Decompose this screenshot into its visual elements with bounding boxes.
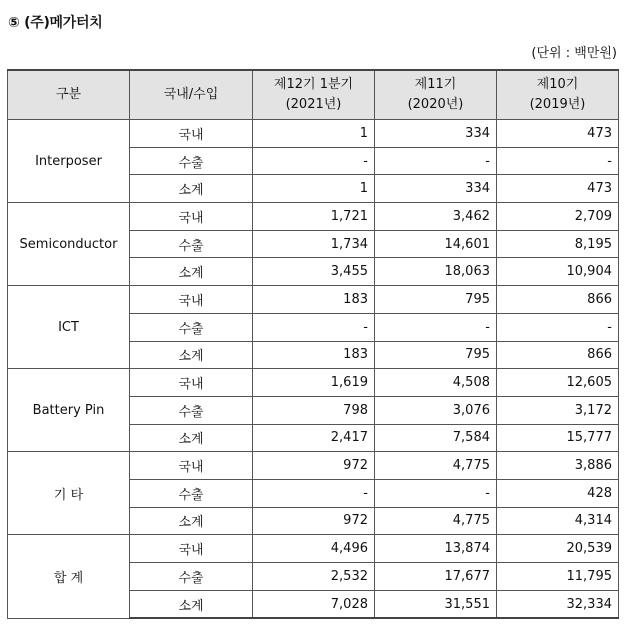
value-cell: 473 bbox=[497, 175, 619, 203]
value-cell: 4,775 bbox=[375, 507, 497, 535]
value-cell: 32,334 bbox=[497, 590, 619, 618]
segment-name: 합 계 bbox=[8, 535, 130, 619]
value-cell: 10,904 bbox=[497, 258, 619, 286]
header-period-2-year: (2020년) bbox=[407, 97, 464, 112]
segment-name: 기 타 bbox=[8, 452, 130, 535]
value-cell: 3,172 bbox=[497, 396, 619, 424]
value-cell: 183 bbox=[253, 341, 375, 369]
value-cell: 31,551 bbox=[375, 590, 497, 618]
value-cell: 11,795 bbox=[497, 563, 619, 591]
value-cell: 7,584 bbox=[375, 424, 497, 452]
header-period-3 bbox=[497, 70, 619, 120]
header-type: 국내/수입 bbox=[130, 70, 253, 120]
segment-name: ICT bbox=[8, 286, 130, 369]
row-type: 국내 bbox=[130, 120, 253, 148]
value-cell: 798 bbox=[253, 396, 375, 424]
value-cell: - bbox=[253, 479, 375, 507]
table-row bbox=[8, 369, 619, 397]
header-period-2 bbox=[375, 70, 497, 120]
header-period-2-name: 제11기 bbox=[414, 77, 457, 92]
value-cell: 2,709 bbox=[497, 203, 619, 231]
row-type: 국내 bbox=[130, 452, 253, 480]
row-type: 소계 bbox=[130, 258, 253, 286]
row-type: 소계 bbox=[130, 424, 253, 452]
table-row bbox=[8, 120, 619, 148]
value-cell: 7,028 bbox=[253, 590, 375, 618]
value-cell: - bbox=[375, 147, 497, 175]
sales-table bbox=[7, 69, 619, 619]
table-row bbox=[8, 535, 619, 563]
row-type: 소계 bbox=[130, 341, 253, 369]
value-cell: 2,532 bbox=[253, 563, 375, 591]
value-cell: 866 bbox=[497, 286, 619, 314]
value-cell: 1,734 bbox=[253, 230, 375, 258]
value-cell: - bbox=[497, 313, 619, 341]
value-cell: - bbox=[253, 313, 375, 341]
value-cell: 795 bbox=[375, 286, 497, 314]
unit-label: (단위 : 백만원) bbox=[531, 46, 617, 61]
row-type: 소계 bbox=[130, 175, 253, 203]
value-cell: 1,619 bbox=[253, 369, 375, 397]
value-cell: 972 bbox=[253, 507, 375, 535]
row-type: 수출 bbox=[130, 396, 253, 424]
value-cell: 3,076 bbox=[375, 396, 497, 424]
value-cell: 13,874 bbox=[375, 535, 497, 563]
value-cell: 866 bbox=[497, 341, 619, 369]
value-cell: - bbox=[375, 479, 497, 507]
header-period-1-year: (2021년) bbox=[285, 97, 342, 112]
row-type: 수출 bbox=[130, 230, 253, 258]
row-type: 수출 bbox=[130, 313, 253, 341]
table-row bbox=[8, 286, 619, 314]
header-period-1 bbox=[253, 70, 375, 120]
row-type: 수출 bbox=[130, 563, 253, 591]
value-cell: - bbox=[375, 313, 497, 341]
value-cell: 795 bbox=[375, 341, 497, 369]
value-cell: - bbox=[253, 147, 375, 175]
table-body bbox=[8, 120, 619, 619]
segment-name: Battery Pin bbox=[8, 369, 130, 452]
row-type: 국내 bbox=[130, 535, 253, 563]
value-cell: 1 bbox=[253, 175, 375, 203]
header-period-3-name: 제10기 bbox=[536, 77, 579, 92]
row-type: 수출 bbox=[130, 479, 253, 507]
table-header-row bbox=[8, 70, 619, 120]
value-cell: 334 bbox=[375, 175, 497, 203]
header-period-1-name: 제12기 1분기 bbox=[273, 77, 354, 92]
header-period-3-year: (2019년) bbox=[529, 97, 586, 112]
value-cell: 20,539 bbox=[497, 535, 619, 563]
value-cell: 183 bbox=[253, 286, 375, 314]
value-cell: 4,508 bbox=[375, 369, 497, 397]
section-title: ⑤ (주)메가터치 bbox=[8, 15, 103, 31]
value-cell: 1,721 bbox=[253, 203, 375, 231]
value-cell: 15,777 bbox=[497, 424, 619, 452]
value-cell: 18,063 bbox=[375, 258, 497, 286]
value-cell: 8,195 bbox=[497, 230, 619, 258]
value-cell: 4,496 bbox=[253, 535, 375, 563]
value-cell: 4,775 bbox=[375, 452, 497, 480]
row-type: 국내 bbox=[130, 286, 253, 314]
row-type: 소계 bbox=[130, 590, 253, 618]
row-type: 국내 bbox=[130, 369, 253, 397]
value-cell: 14,601 bbox=[375, 230, 497, 258]
row-type: 수출 bbox=[130, 147, 253, 175]
value-cell: - bbox=[497, 147, 619, 175]
value-cell: 3,886 bbox=[497, 452, 619, 480]
table-row bbox=[8, 203, 619, 231]
value-cell: 972 bbox=[253, 452, 375, 480]
value-cell: 3,455 bbox=[253, 258, 375, 286]
value-cell: 3,462 bbox=[375, 203, 497, 231]
value-cell: 2,417 bbox=[253, 424, 375, 452]
value-cell: 428 bbox=[497, 479, 619, 507]
segment-name: Interposer bbox=[8, 120, 130, 203]
value-cell: 4,314 bbox=[497, 507, 619, 535]
value-cell: 17,677 bbox=[375, 563, 497, 591]
value-cell: 334 bbox=[375, 120, 497, 148]
header-segment: 구분 bbox=[8, 70, 130, 120]
row-type: 소계 bbox=[130, 507, 253, 535]
value-cell: 473 bbox=[497, 120, 619, 148]
value-cell: 1 bbox=[253, 120, 375, 148]
table-row bbox=[8, 452, 619, 480]
segment-name: Semiconductor bbox=[8, 203, 130, 286]
value-cell: 12,605 bbox=[497, 369, 619, 397]
row-type: 국내 bbox=[130, 203, 253, 231]
